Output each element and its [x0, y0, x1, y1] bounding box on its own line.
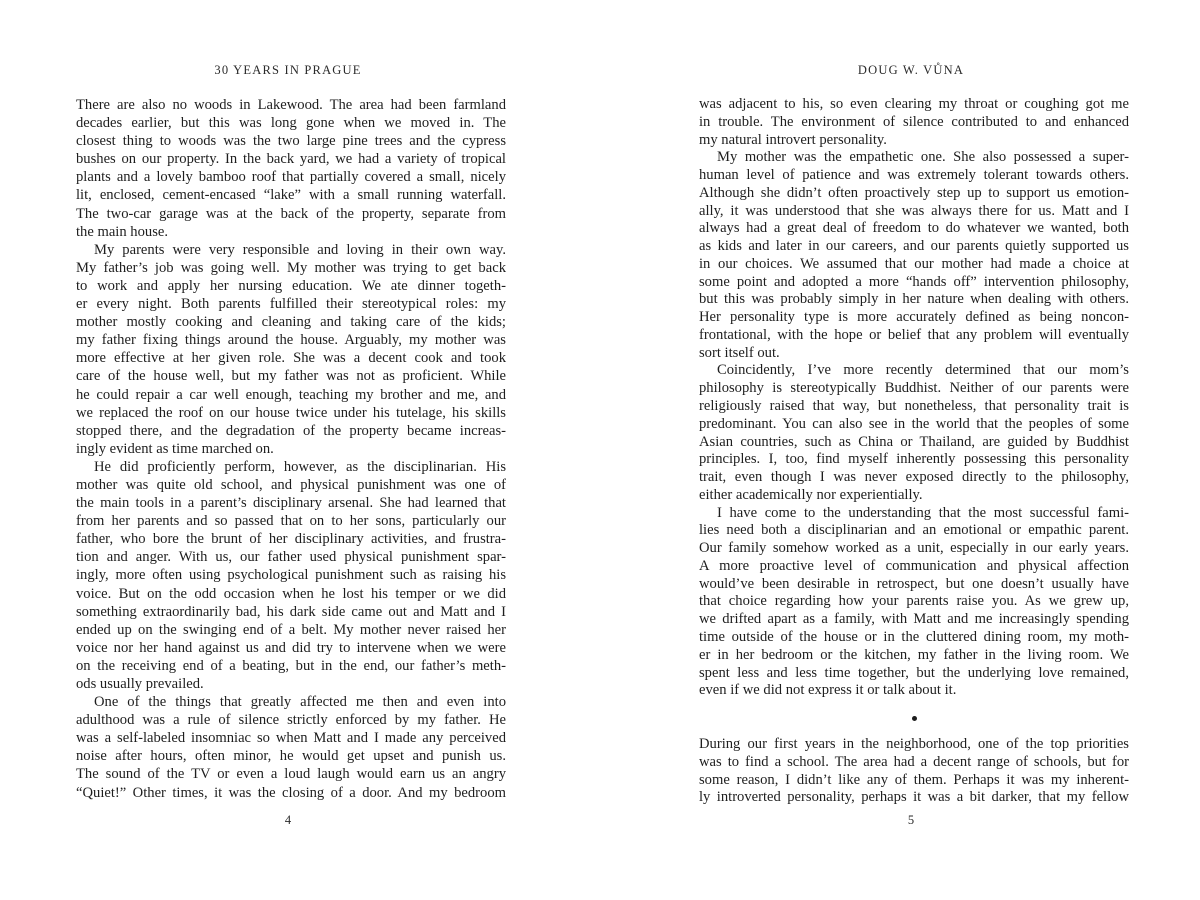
paragraph	[699, 149, 1129, 362]
text-line: philosophy is stereotypically Buddhist. Neither of our parents were	[699, 380, 1129, 397]
text-line: care of the house well, but my father was not as proficient. While	[76, 368, 506, 385]
text-line: trait, even though I was never exposed directly to the philosophy,	[699, 469, 1129, 486]
paragraph	[76, 241, 506, 458]
text-line: as kids and later in our careers, and our parents quietly supported us	[699, 238, 1129, 255]
text-line: the main house.	[76, 223, 169, 240]
text-line: My father’s job was going well. My mother was trying to get back	[76, 259, 506, 276]
text-line: my natural introvert personality.	[699, 131, 887, 148]
text-line: always had a great deal of freedom to do whatever we wanted, both	[699, 220, 1129, 237]
section-before-break	[699, 96, 1129, 700]
text-line: lies need both a disciplinarian and an emotional or empathic parent.	[699, 522, 1129, 539]
paragraph	[699, 362, 1129, 504]
text-line: Our family somehow worked as a unit, especially in our early years.	[699, 540, 1129, 557]
bullet-ornament-icon	[912, 716, 917, 721]
text-line: During our first years in the neighborhood, one of the top priorities	[699, 736, 1129, 753]
text-line: ingly evident as time marched on.	[76, 440, 274, 457]
text-line: The two-car garage was at the back of the property, separate from	[76, 205, 506, 222]
text-line: tion and anger. With us, our father used physical punishment spar-	[76, 549, 506, 566]
right-page	[600, 0, 1200, 900]
section-break-ornament	[699, 700, 1129, 736]
text-line: mother mostly cooking and cleaning and taking care of the kids;	[76, 314, 506, 331]
text-line: spent less and less time together, but the underlying love remained,	[699, 664, 1129, 681]
text-line: he could repair a car well enough, teaching my brother and me, and	[76, 386, 506, 403]
text-line: One of the things that greatly affected me then and even into	[94, 694, 506, 711]
right-page-body	[699, 96, 1129, 807]
text-line: ods usually prevailed.	[76, 676, 204, 692]
text-line: stopped there, and the degradation of the property became increas-	[76, 422, 506, 439]
page-number: 4	[284, 813, 292, 827]
paragraph	[76, 96, 506, 241]
text-line: even if we did not express it or talk about it.	[699, 682, 957, 699]
text-line: predominant. You can also see in the world that the peoples of some	[699, 415, 1129, 432]
text-line: on the receiving end of a beating, but in the end, our father’s meth-	[76, 657, 506, 674]
text-line: ended up on the swinging end of a belt. My mother never raised her	[76, 621, 506, 638]
text-line: Although she didn’t often proactively step up to support us emotion-	[699, 184, 1129, 201]
text-line: A more proactive level of communication and physical affection	[699, 557, 1129, 574]
running-head-author: DOUG W. VŮNA	[857, 63, 965, 77]
text-line: plants and a lovely bamboo roof that partially covered a small, nicely	[76, 169, 506, 186]
text-line: He did proficiently perform, however, as the disciplinarian. His	[94, 458, 506, 475]
paragraph	[699, 96, 1129, 149]
paragraph	[699, 736, 1129, 807]
text-line: My parents were very responsible and loving in their own way.	[94, 241, 506, 258]
text-line: lit, enclosed, cement-encased “lake” with a small running waterfall.	[76, 187, 506, 204]
text-line: would’ve been desirable in retrospect, but one doesn’t usually have	[699, 575, 1129, 592]
text-line: bushes on our property. In the back yard, we had a variety of tropical	[76, 151, 506, 168]
text-line: voice. But on the odd occasion when he lost his temper or we did	[76, 585, 506, 602]
text-line: my father fixing things around the house. Arguably, my mother was	[76, 332, 506, 349]
text-line: father, who bore the brunt of her disciplinary activities, and frustra-	[76, 531, 506, 548]
text-line: principles. I, too, find myself inherently possessing this personality	[699, 451, 1129, 468]
text-line: from her parents and so passed that on to her sons, particularly our	[76, 513, 506, 530]
text-line: adulthood was a rule of silence strictly enforced by my father. He	[76, 712, 506, 729]
text-line: ingly, more often using psychological punishment such as raising his	[76, 567, 506, 584]
text-line: Asian countries, such as China or Thailand, are guided by Buddhist	[699, 433, 1129, 450]
text-line: voice nor her hand against us and did try to intervene when we were	[76, 639, 506, 656]
text-line: Her personality type is more accurately defined as being noncon-	[699, 309, 1129, 326]
running-head-book-title: 30 YEARS IN PRAGUE	[214, 63, 362, 77]
text-line: mother was quite old school, and physical punishment was one of	[76, 476, 506, 493]
text-line: My mother was the empathetic one. She also possessed a super-	[717, 149, 1129, 166]
page-number: 5	[907, 813, 915, 827]
text-line: “Quiet!” Other times, it was the closing of a door. And my bedroom	[76, 784, 506, 801]
text-line: either academically nor experientially.	[699, 486, 923, 503]
text-line: sort itself out.	[699, 344, 780, 361]
text-line: human level of patience and was extremely tolerant towards others.	[699, 167, 1129, 184]
text-line: we drifted apart as a family, with Matt and me increasingly spending	[699, 611, 1129, 628]
section-after-break	[699, 736, 1129, 807]
text-line: some point and adopted a more “hands off” intervention philosophy,	[699, 273, 1129, 290]
text-line: but this was probably simply in her nature when dealing with others.	[699, 291, 1129, 308]
text-line: closest thing to woods was the two large pine trees and the cypress	[76, 133, 506, 150]
text-line: There are also no woods in Lakewood. The area had been farmland	[76, 97, 506, 113]
text-line: that choice regarding how your parents raise you. As we grew up,	[699, 593, 1129, 610]
text-line: to work and apply her nursing education. We ate dinner togeth-	[76, 277, 506, 294]
text-line: er in her bedroom or the kitchen, my father in the living room. We	[699, 646, 1129, 663]
text-line: was a self-labeled insomniac so when Matt and I made any perceived	[76, 730, 506, 747]
text-line: some reason, I didn’t like any of them. Perhaps it was my inherent-	[699, 771, 1129, 788]
text-line: ally, it was understood that she was always there for us. Matt and I	[699, 202, 1129, 219]
text-line: in our choices. We assumed that our mother had made a choice at	[699, 255, 1129, 272]
text-line: Coincidently, I’ve more recently determined that our mom’s	[717, 362, 1129, 379]
text-line: something extraordinarily bad, his dark side came out and Matt and I	[76, 603, 506, 620]
text-line: decades earlier, but this was long gone when we moved in. The	[76, 115, 506, 132]
paragraph	[699, 505, 1129, 700]
text-line: ly introverted personality, perhaps it was a bit darker, that my fellow	[699, 789, 1129, 806]
text-line: frontational, with the hope or belief that any problem will eventually	[699, 326, 1129, 343]
text-line: time outside of the house or in the cluttered dining room, my moth-	[699, 628, 1129, 645]
text-line: we replaced the roof on our house twice under his tutelage, his skills	[76, 404, 506, 421]
left-page-body	[76, 96, 506, 802]
text-line: in trouble. The environment of silence contributed to and enhanced	[699, 113, 1129, 130]
paragraph	[76, 458, 506, 693]
text-line: I have come to the understanding that the most successful fami-	[717, 504, 1129, 521]
text-line: religiously raised that way, but nonetheless, that personality trait is	[699, 398, 1129, 415]
paragraph	[76, 693, 506, 802]
text-line: more effective at her given role. She was a decent cook and took	[76, 350, 506, 367]
text-line: was adjacent to his, so even clearing my throat or coughing got me	[699, 96, 1129, 112]
text-line: the main tools in a parent’s disciplinary arsenal. She had learned that	[76, 495, 506, 512]
text-line: The sound of the TV or even a loud laugh would earn us an angry	[76, 766, 506, 783]
text-line: er every night. Both parents fulfilled their stereotypical roles: my	[76, 296, 506, 313]
text-line: noise after hours, often minor, he would get upset and punish us.	[76, 748, 506, 765]
text-line: was to find a school. The area had a decent range of schools, but for	[699, 753, 1129, 770]
